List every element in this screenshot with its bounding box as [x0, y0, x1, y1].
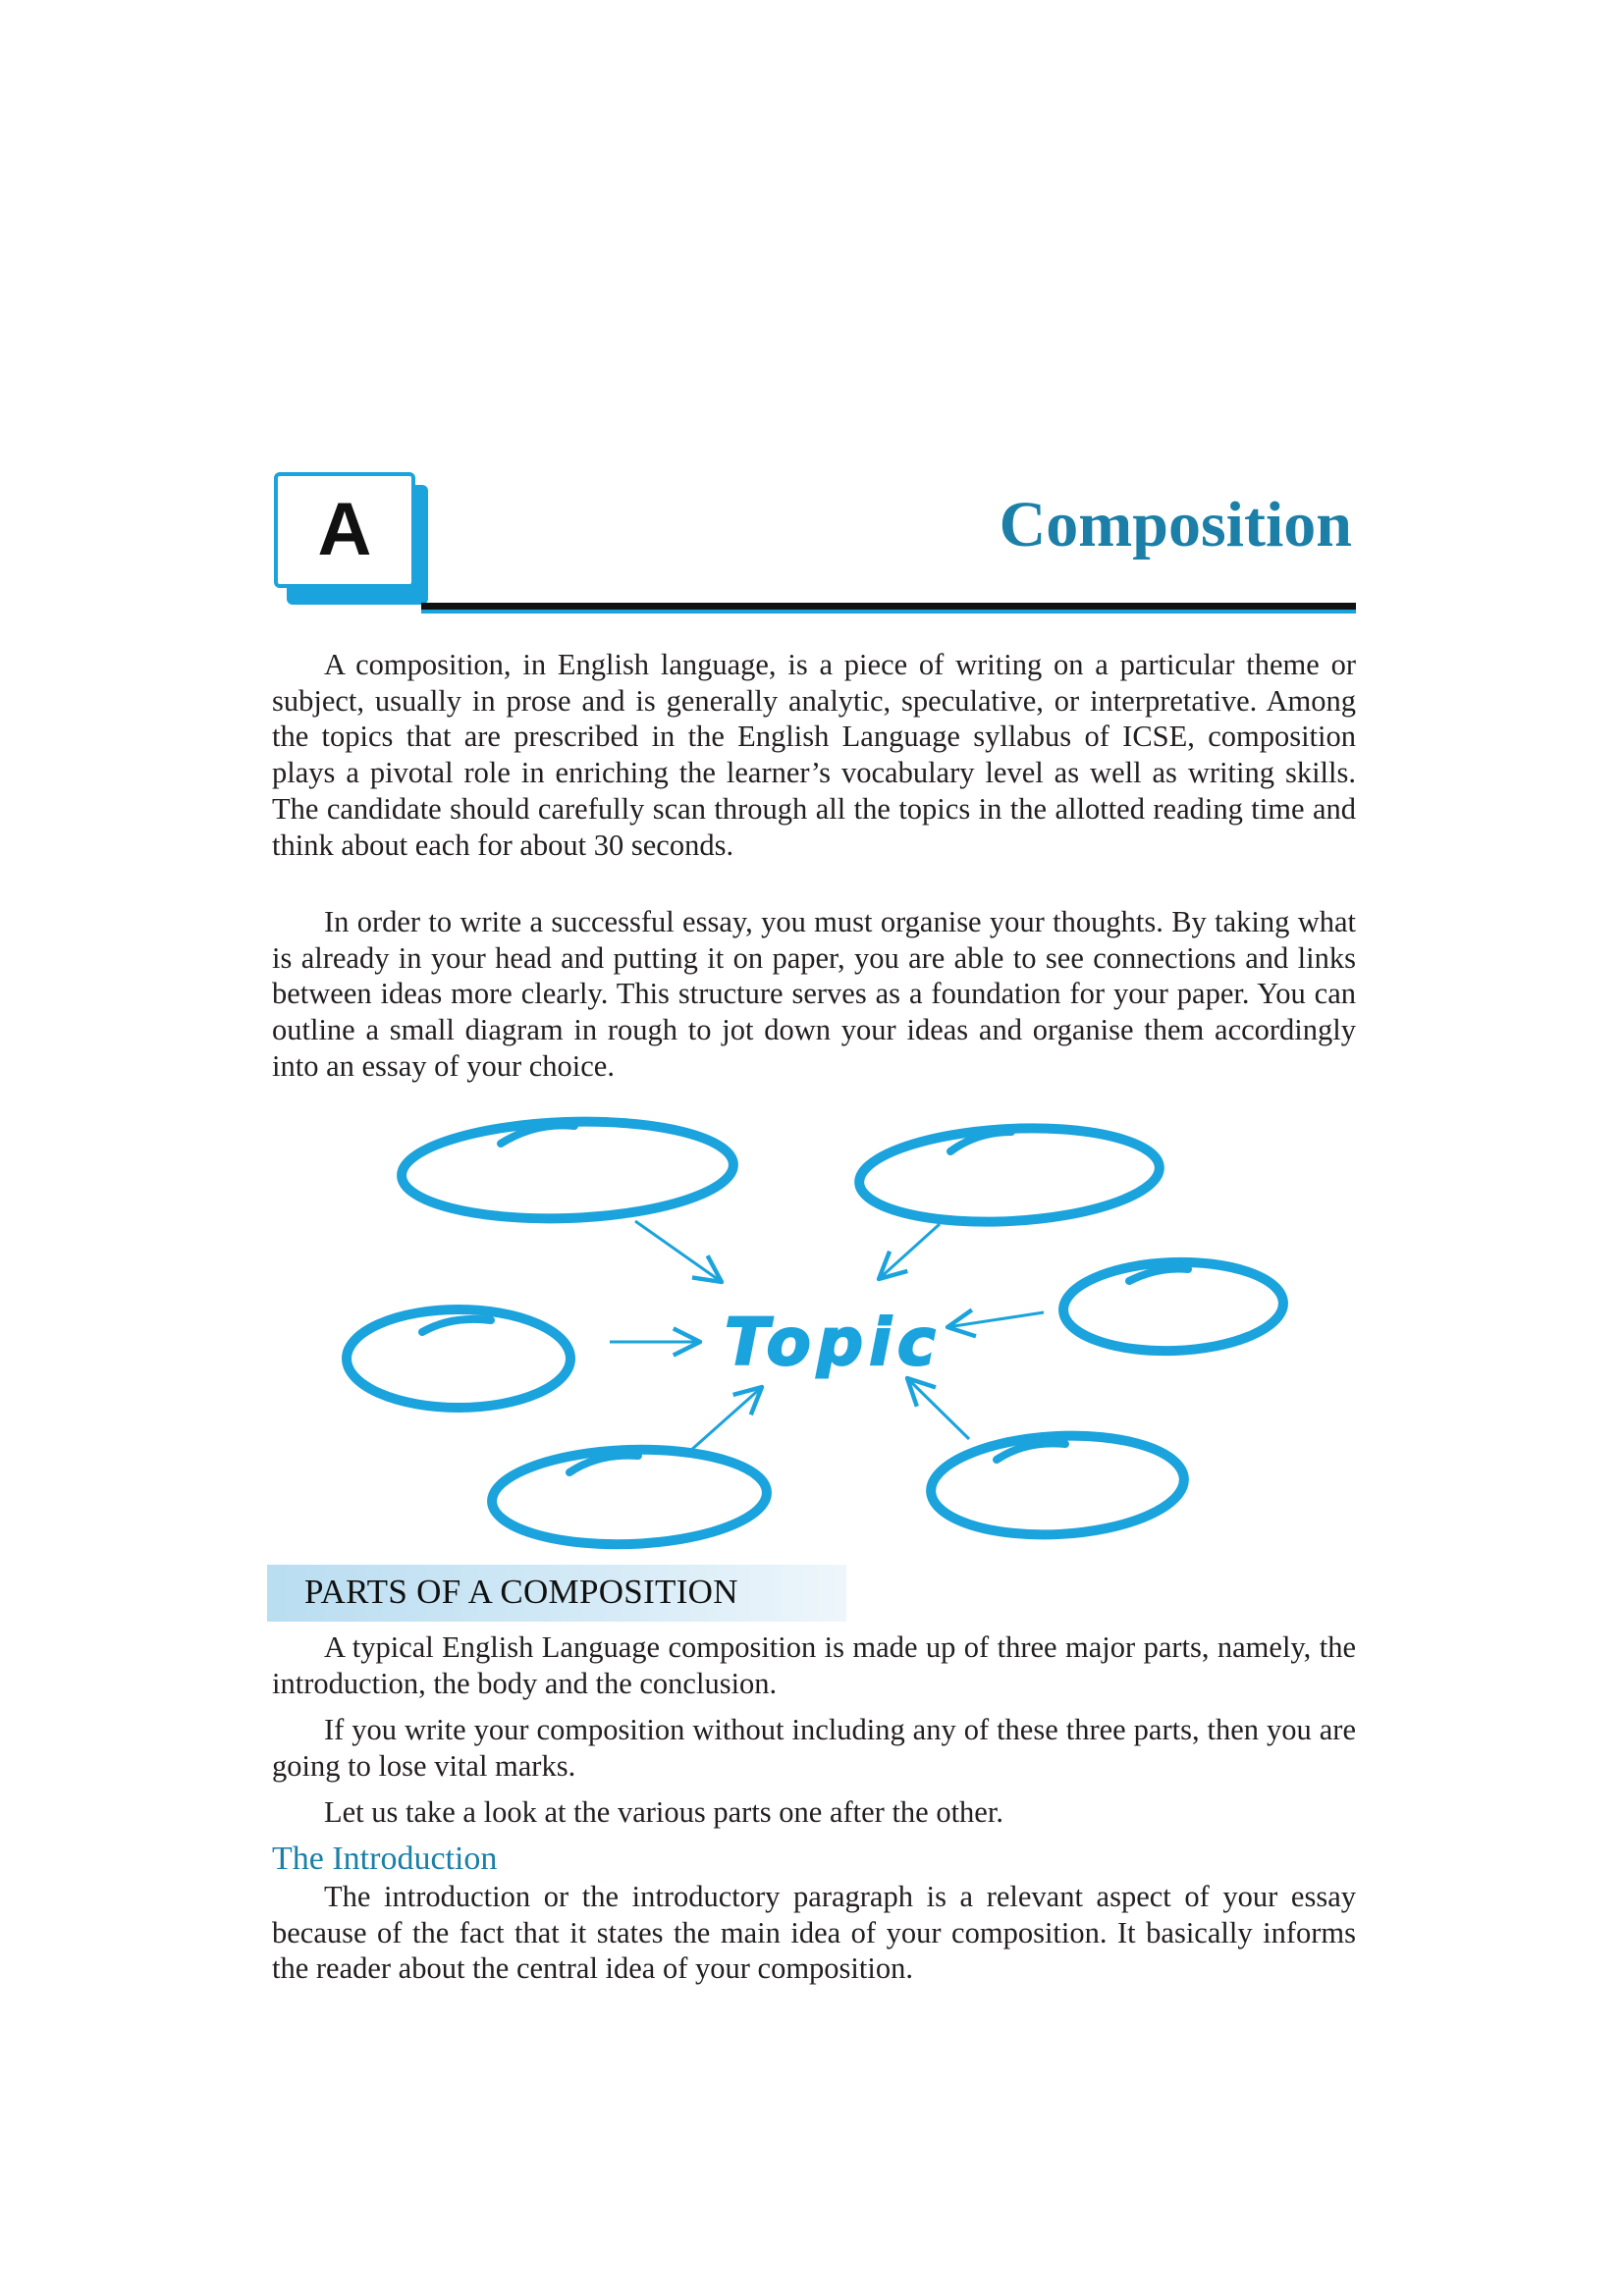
introduction-paragraph: The introduction or the introductory paragraph is a relevant aspect of your essay because of the fact that it states the main idea of your composition. It basically informs the reader about the central idea of your composition.	[272, 1880, 1356, 1986]
section-paragraph-2: If you write your composition without including any of these three parts, then you are going to lose vital marks.	[272, 1713, 1356, 1783]
intro-paragraph-1: A composition, in English language, is a piece of writing on a particular theme or subject, usually in prose and is generally analytic, speculative, or interpretative. Among the topics that are prescribed in the English Language syllabus of ICSE, composition plays a pivotal role in enriching the learner’s vocabulary level as well as writing skills. The candidate should carefully scan through all the topics in the allotted reading time and think about each for about 30 seconds.	[272, 648, 1356, 862]
intro-paragraph-2: In order to write a successful essay, you must organise your thoughts. By taking what is already in your head and putting it on paper, you are able to see connections and links between ideas more clearly. This structure serves as a foundation for your paper. You can outline a small diagram in rough to jot down your ideas and organise them accordingly into an essay of your choice.	[272, 905, 1356, 1083]
chapter-badge	[274, 472, 415, 588]
idea-bubble-bottom-left	[490, 1445, 768, 1549]
bubble-tick	[1129, 1269, 1188, 1282]
diagram-center-label: Topic	[725, 1305, 942, 1380]
arrow	[907, 1378, 969, 1439]
section-paragraph-1: A typical English Language composition is made up of three major parts, namely, the introduction, the body and the conclusion.	[272, 1630, 1356, 1700]
section-heading: PARTS OF A COMPOSITION	[304, 1573, 738, 1611]
idea-bubble-middle-left	[347, 1309, 570, 1408]
idea-bubble-top-right	[857, 1121, 1163, 1229]
bubble-tick	[422, 1319, 491, 1332]
chapter-title: Composition	[999, 489, 1352, 561]
chapter-letter: A	[317, 488, 372, 571]
arrow	[947, 1312, 1044, 1327]
section-paragraph-3: Let us take a look at the various parts one after the other.	[324, 1795, 1003, 1829]
arrow	[690, 1387, 762, 1451]
introduction-heading: The Introduction	[272, 1841, 498, 1877]
topic-mind-map-diagram	[334, 1114, 1296, 1556]
idea-bubble-middle-right	[1061, 1258, 1284, 1355]
title-rule-accent	[421, 610, 1356, 614]
arrow	[635, 1221, 722, 1282]
title-rule	[421, 603, 1356, 610]
idea-bubble-top-left	[400, 1116, 734, 1224]
arrow	[879, 1224, 940, 1279]
